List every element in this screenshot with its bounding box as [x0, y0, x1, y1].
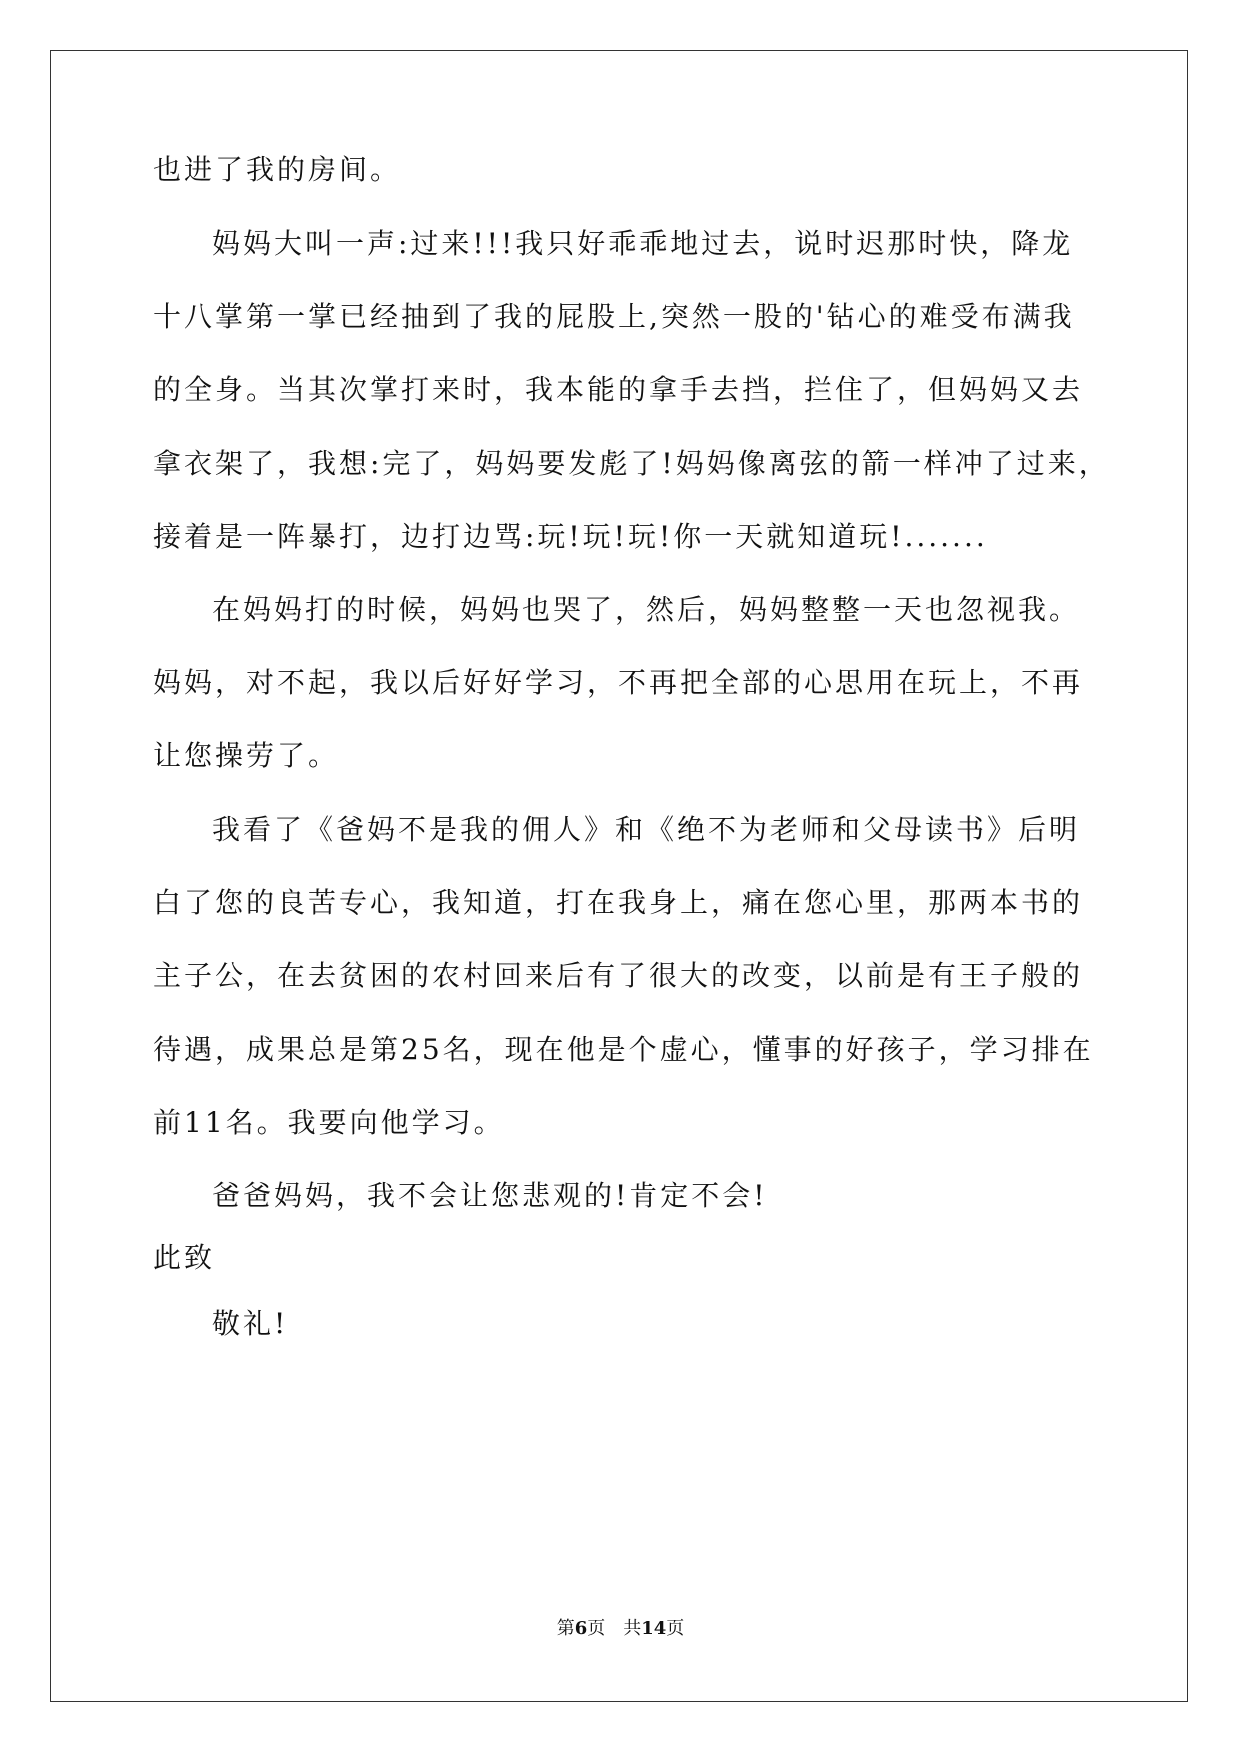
- paragraph-line: 我看了《爸妈不是我的佣人》和《绝不为老师和父母读书》后明: [212, 813, 1081, 846]
- paragraph-line: 让您操劳了。: [153, 739, 340, 772]
- paragraph-line: 待遇，成果总是第25名，现在他是个虚心，懂事的好孩子，学习排在: [153, 1033, 1094, 1066]
- page-total: 14: [641, 1618, 667, 1639]
- paragraph-line: 接着是一阵暴打，边打边骂:玩!玩!玩!你一天就知道玩!.......: [153, 520, 988, 553]
- page-suffix: 页: [587, 1618, 606, 1639]
- page-prefix: 第: [556, 1618, 575, 1639]
- paragraph-line: 拿衣架了，我想:完了，妈妈要发彪了!妈妈像离弦的箭一样冲了过来，: [153, 447, 1110, 480]
- paragraph-line: 妈妈，对不起，我以后好好学习，不再把全部的心思用在玩上，不再: [153, 666, 1084, 699]
- closing-salutation: 此致: [153, 1241, 216, 1274]
- paragraph-line: 白了您的良苦专心，我知道，打在我身上，痛在您心里，那两本书的: [153, 886, 1084, 919]
- paragraph-line: 在妈妈打的时候，妈妈也哭了，然后，妈妈整整一天也忽视我。: [212, 593, 1081, 626]
- total-prefix: 共: [623, 1618, 642, 1639]
- page-current: 6: [574, 1618, 588, 1639]
- paragraph-line: 也进了我的房间。: [153, 153, 402, 186]
- closing-regards: 敬礼!: [212, 1307, 289, 1340]
- paragraph-line: 主子公，在去贫困的农村回来后有了很大的改变，以前是有王子般的: [153, 959, 1084, 992]
- total-suffix: 页: [666, 1618, 685, 1639]
- paragraph-line: 十八掌第一掌已经抽到了我的屁股上,突然一股的'钻心的难受布满我: [153, 300, 1075, 333]
- paragraph-line: 前11名。我要向他学习。: [153, 1106, 505, 1139]
- paragraph-line: 妈妈大叫一声:过来!!!我只好乖乖地过去，说时迟那时快，降龙: [212, 227, 1074, 260]
- page-number-footer: [0, 1617, 1241, 1641]
- paragraph-line: 爸爸妈妈，我不会让您悲观的!肯定不会!: [212, 1179, 768, 1212]
- paragraph-line: 的全身。当其次掌打来时，我本能的拿手去挡，拦住了，但妈妈又去: [153, 373, 1084, 406]
